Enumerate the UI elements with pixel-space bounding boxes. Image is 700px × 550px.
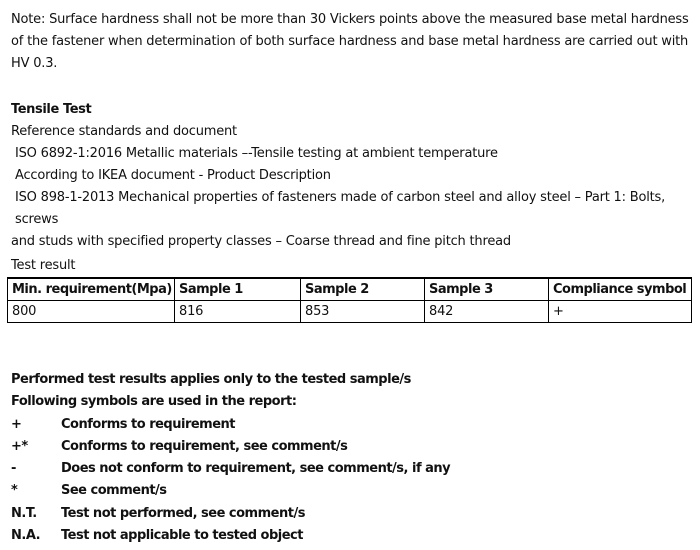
list-item [11, 480, 691, 502]
standard-iso-898-continuation: and studs with specified property classes – Coarse thread and fine pitch thread [11, 234, 511, 249]
legend-symbol: +* [11, 438, 28, 454]
list-item [11, 503, 691, 525]
header-min-requirement: Min. requirement(Mpa) [8, 278, 175, 301]
list-item [11, 414, 691, 436]
cell-sample-3: 842 [425, 301, 549, 323]
legend-statement-scope [11, 369, 691, 391]
standard-iso-898: ISO 898-1-2013 Mechanical properties of fasteners made of carbon steel and alloy steel – Part 1: Bolts, screws [15, 190, 666, 227]
legend-symbol: N.T. [11, 505, 37, 521]
symbols-legend [11, 369, 691, 547]
header-sample-1: Sample 1 [175, 278, 301, 301]
legend-symbol: + [11, 416, 22, 432]
cell-sample-1: 816 [175, 301, 301, 323]
legend-description: Does not conform to requirement, see comment/s, if any [61, 461, 451, 477]
header-sample-2: Sample 2 [301, 278, 425, 301]
reference-heading: Reference standards and document [11, 124, 237, 139]
standard-iso-6892: ISO 6892-1:2016 Metallic materials –-Tensile testing at ambient temperature [15, 146, 498, 161]
scope-statement: Performed test results applies only to the tested sample/s [11, 372, 411, 387]
list-item [11, 458, 691, 480]
standard-ikea-document: According to IKEA document - Product Description [15, 168, 331, 183]
test-result-table [7, 277, 692, 323]
legend-symbol: * [11, 483, 18, 499]
cell-min-requirement: 800 [8, 301, 175, 323]
legend-description: Conforms to requirement [61, 416, 236, 432]
legend-statement-symbols [11, 391, 691, 413]
legend-description: Conforms to requirement, see comment/s [61, 438, 348, 454]
legend-description: See comment/s [61, 483, 167, 499]
list-item [11, 436, 691, 458]
header-sample-3: Sample 3 [425, 278, 549, 301]
surface-hardness-note: Note: Surface hardness shall not be more than 30 Vickers points above the measured base metal hardness of the fastener when determination of both surface hardness and base metal hardness are carried out with HV 0.3. [11, 12, 689, 71]
symbols-statement: Following symbols are used in the report: [11, 394, 297, 410]
legend-symbol: N.A. [11, 528, 41, 544]
tensile-test-section [11, 99, 691, 253]
legend-description: Test not applicable to tested object [61, 528, 303, 544]
tensile-test-title: Tensile Test [11, 102, 92, 117]
legend-description: Test not performed, see comment/s [61, 505, 305, 521]
table-row [8, 301, 692, 323]
legend-symbol: - [11, 461, 16, 477]
list-item [11, 525, 691, 547]
table-header-row [8, 278, 692, 301]
test-result-label: Test result [11, 258, 76, 273]
cell-sample-2: 853 [301, 301, 425, 323]
header-compliance-symbol: Compliance symbol [549, 278, 692, 301]
cell-compliance-symbol: + [549, 301, 692, 323]
